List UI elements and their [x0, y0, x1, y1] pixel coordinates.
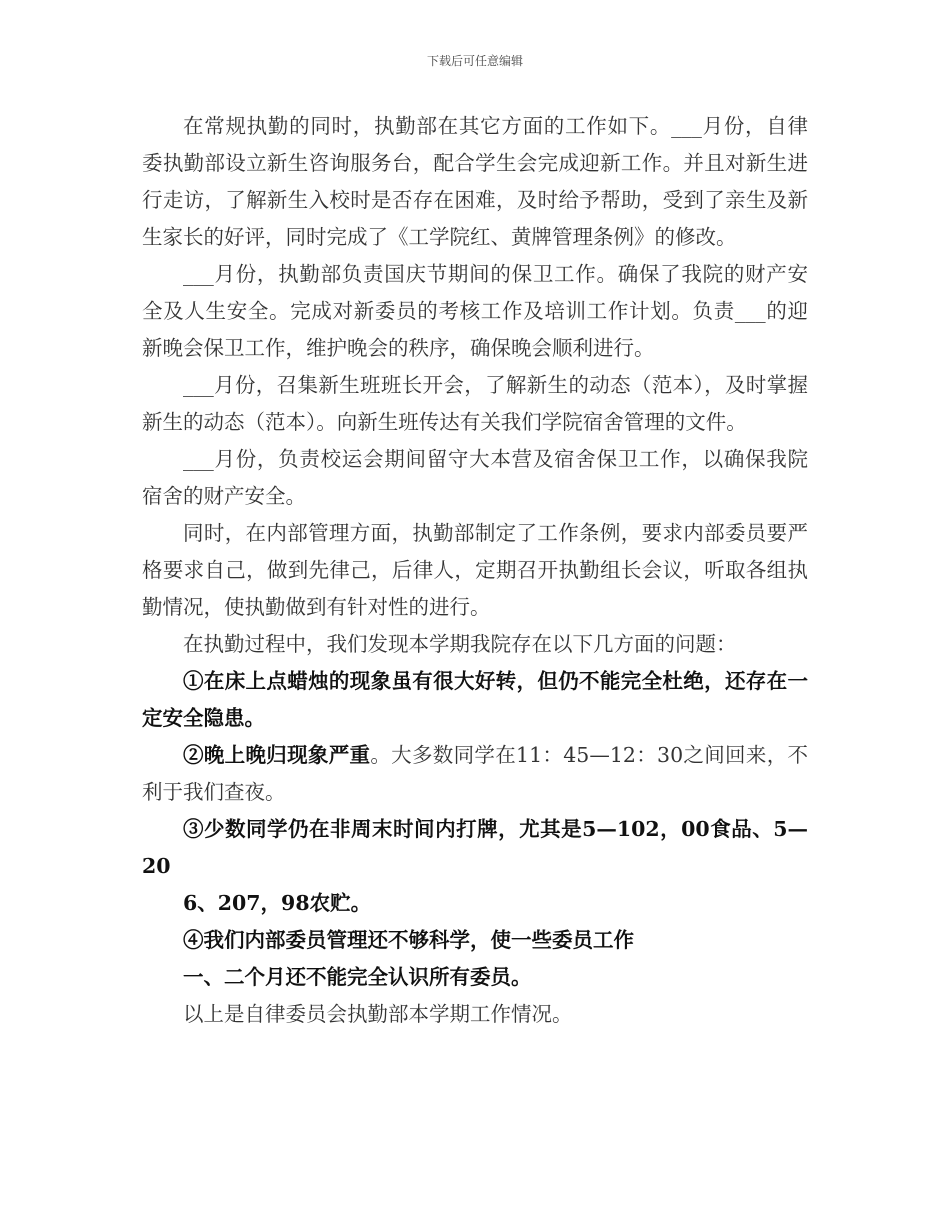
document-body: [142, 108, 808, 1033]
issue-3: ③少数同学仍在非周末时间内打牌，尤其是5—102，00食品、5—20: [142, 817, 808, 878]
paragraph-6: 在执勤过程中，我们发现本学期我院存在以下几方面的问题：: [183, 632, 737, 656]
issue-1: ①在床上点蜡烛的现象虽有很大好转，但仍不能完全杜绝，还存在一定安全隐患。: [142, 669, 808, 730]
paragraph-1: 在常规执勤的同时，执勤部在其它方面的工作如下。___月份，自律委执勤部设立新生咨询服务台，配合学生会完成迎新工作。并且对新生进行走访，了解新生入校时是否存在困难，及时给予帮助，受到了亲生及新生家长的好评，同时完成了《工学院红、黄牌管理条例》的修改。: [142, 114, 808, 249]
paragraph-2: ___月份，执勤部负责国庆节期间的保卫工作。确保了我院的财产安全及人生安全。完成对新委员的考核工作及培训工作计划。负责___的迎新晚会保卫工作，维护晚会的秩序，确保晚会顺利进行。: [142, 262, 808, 360]
issue-2-rest: 。大多数同学在11：45—12：30之间回来，不利于我们查夜。: [142, 743, 809, 804]
issue-2: [142, 737, 808, 811]
issue-4: ④我们内部委员管理还不够科学，使一些委员工作: [183, 928, 634, 952]
page-header: 下载后可任意编辑: [426, 54, 523, 68]
paragraph-3: ___月份，召集新生班班长开会，了解新生的动态（范本），及时掌握新生的动态（范本）。向新生班传达有关我们学院宿舍管理的文件。: [142, 373, 808, 434]
issue-2-bold: ②晚上晚归现象严重: [183, 743, 371, 767]
issue-4-continued: 一、二个月还不能完全认识所有委员。: [183, 965, 532, 989]
paragraph-5: 同时，在内部管理方面，执勤部制定了工作条例，要求内部委员要严格要求自己，做到先律己，后律人，定期召开执勤组长会议，听取各组执勤情况，使执勤做到有针对性的进行。: [142, 521, 808, 619]
paragraph-4: ___月份，负责校运会期间留守大本营及宿舍保卫工作，以确保我院宿舍的财产安全。: [142, 447, 808, 508]
issue-3-continued: 6、207，98农贮。: [183, 891, 372, 915]
closing-paragraph: 以上是自律委员会执勤部本学期工作情况。: [183, 1002, 573, 1026]
